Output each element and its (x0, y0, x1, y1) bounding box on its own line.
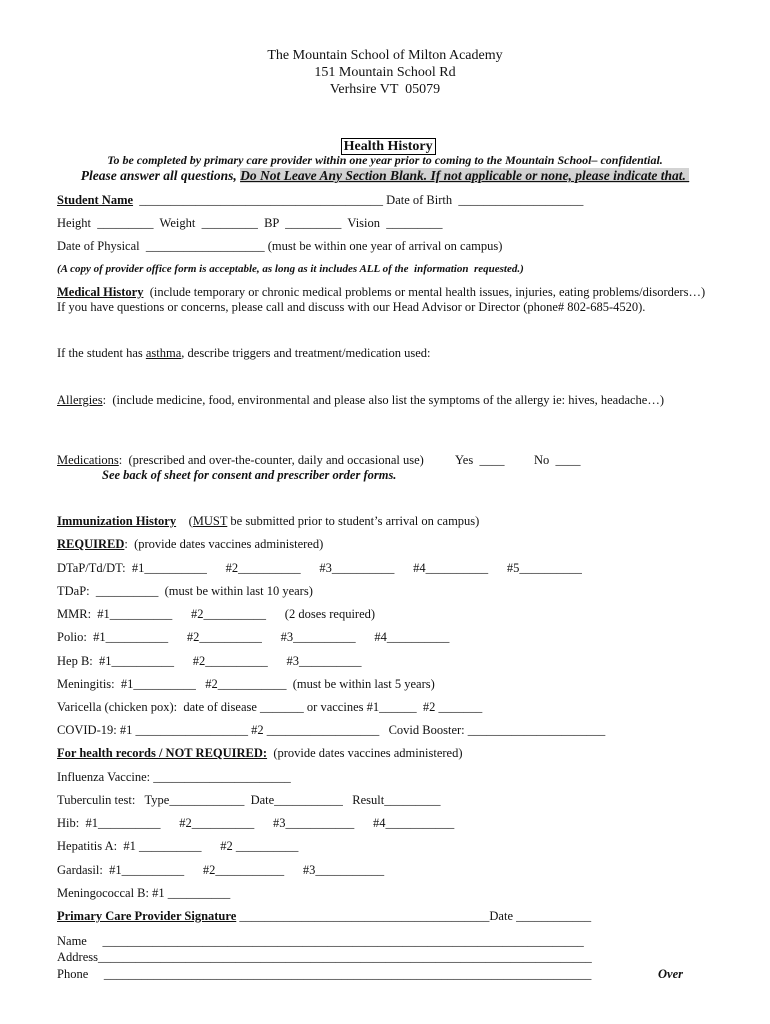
school-name: The Mountain School of Milton Academy (267, 48, 503, 63)
contact-line: If you have questions or concerns, please call and discuss with our Head Advisor or Director (phone# 802-685-4520). (57, 300, 646, 314)
vaccine-row-gardasil[interactable]: Gardasil: #1__________ #2___________ #3___________ (57, 863, 385, 877)
provider-signature-row[interactable] (57, 909, 591, 924)
allergies-row[interactable] (57, 393, 664, 408)
medications-label: Medications (57, 453, 119, 467)
provider-signature-line[interactable]: ________________________________________Date ____________ (236, 909, 592, 923)
allergies-desc: : (include medicine, food, environmental and please also list the symptoms of the allergy ie: hives, headache…) (102, 393, 665, 407)
see-back-note: See back of sheet for consent and prescriber order forms. (102, 468, 397, 482)
provider-address-row[interactable]: Address_______________________________________________________________________________ (57, 950, 592, 964)
form-title: Health History (341, 138, 436, 155)
vaccine-row-meningitis[interactable]: Meningitis: #1__________ #2___________ (must be within last 5 years) (57, 677, 435, 691)
vaccine-row-influenza[interactable]: Influenza Vaccine: ______________________ (57, 770, 291, 784)
required-row (57, 537, 323, 552)
student-name-label: Student Name (57, 193, 134, 207)
vaccine-row-tdap[interactable]: TDaP: __________ (must be within last 10 years) (57, 584, 313, 598)
not-required-desc: (provide dates vaccines administered) (267, 746, 463, 760)
over-note: Over (658, 967, 683, 981)
instructions-line1: To be completed by primary care provider within one year prior to coming to the Mountain School– confidential. (107, 153, 663, 167)
immunization-label: Immunization History (57, 514, 177, 528)
immunization-desc: be submitted prior to student’s arrival on campus) (227, 514, 480, 528)
medical-history-label: Medical History (57, 285, 144, 299)
asthma-pre: If the student has (57, 346, 146, 360)
vaccine-row-varicella[interactable]: Varicella (chicken pox): date of disease _______ or vaccines #1______ #2 _______ (57, 700, 483, 714)
vaccine-row-hepb[interactable]: Hep B: #1__________ #2__________ #3__________ (57, 654, 362, 668)
not-required-row (57, 746, 463, 761)
vaccine-row-tuberculin[interactable]: Tuberculin test: Type____________ Date___________ Result_________ (57, 793, 441, 807)
required-label: REQUIRED (57, 537, 125, 551)
school-street: 151 Mountain School Rd (314, 65, 456, 80)
required-desc: : (provide dates vaccines administered) (124, 537, 324, 551)
not-required-label: For health records / NOT REQUIRED: (57, 746, 268, 760)
vaccine-row-polio[interactable]: Polio: #1__________ #2__________ #3__________ #4__________ (57, 630, 450, 644)
immunization-row: Immunization History (MUST be submitted prior to student’s arrival on campus) (57, 514, 480, 528)
medications-desc: : (prescribed and over-the-counter, daily and occasional use) (118, 453, 424, 467)
form-title-wrap (0, 124, 770, 154)
vaccine-row-hib[interactable]: Hib: #1__________ #2__________ #3___________ #4___________ (57, 816, 455, 830)
medications-row (57, 453, 424, 468)
medications-yes[interactable]: Yes ____ (455, 453, 505, 467)
asthma-post: , describe triggers and treatment/medication used: (181, 346, 431, 360)
vaccine-row-dtap[interactable]: DTaP/Td/DT: #1__________ #2__________ #3__________ #4__________ #5__________ (57, 561, 582, 575)
vaccine-row-covid[interactable]: COVID-19: #1 __________________ #2 __________________ Covid Booster: ______________________ (57, 723, 606, 737)
provider-signature-label: Primary Care Provider Signature (57, 909, 237, 923)
instructions-line2b: Do Not Leave Any Section Blank. If not applicable or none, please indicate that. (240, 168, 690, 183)
instructions-line2 (0, 168, 770, 183)
vaccine-row-meningococcal[interactable]: Meningococcal B: #1 __________ (57, 886, 231, 900)
instructions-line2a: Please answer all questions, (80, 168, 241, 183)
asthma-row[interactable] (57, 346, 431, 361)
measures-row[interactable]: Height _________ Weight _________ BP _________ Vision _________ (57, 216, 443, 230)
medical-history-row (57, 285, 705, 300)
vaccine-row-hepa[interactable]: Hepatitis A: #1 __________ #2 __________ (57, 839, 299, 853)
student-name-line[interactable]: _______________________________________ Date of Birth ____________________ (133, 193, 584, 207)
provider-name-row[interactable]: Name _____________________________________________________________________________ (57, 934, 584, 948)
provider-phone-row[interactable]: Phone ______________________________________________________________________________ (57, 967, 592, 981)
copy-note: (A copy of provider office form is acceptable, as long as it includes ALL of the information requested.) (57, 263, 524, 275)
allergies-label: Allergies (57, 393, 103, 407)
vaccine-row-mmr[interactable]: MMR: #1__________ #2__________ (2 doses required) (57, 607, 376, 621)
medications-no[interactable]: No ____ (534, 453, 581, 467)
medical-history-desc: (include temporary or chronic medical problems or mental health issues, injuries, eating problems/disorders…) (143, 285, 706, 299)
student-name-row (57, 193, 583, 208)
immunization-must: MUST (192, 514, 228, 528)
physical-row[interactable]: Date of Physical ___________________ (must be within one year of arrival on campus) (57, 239, 503, 253)
asthma-word: asthma (145, 346, 182, 360)
school-city: Verhsire VT 05079 (329, 82, 441, 97)
